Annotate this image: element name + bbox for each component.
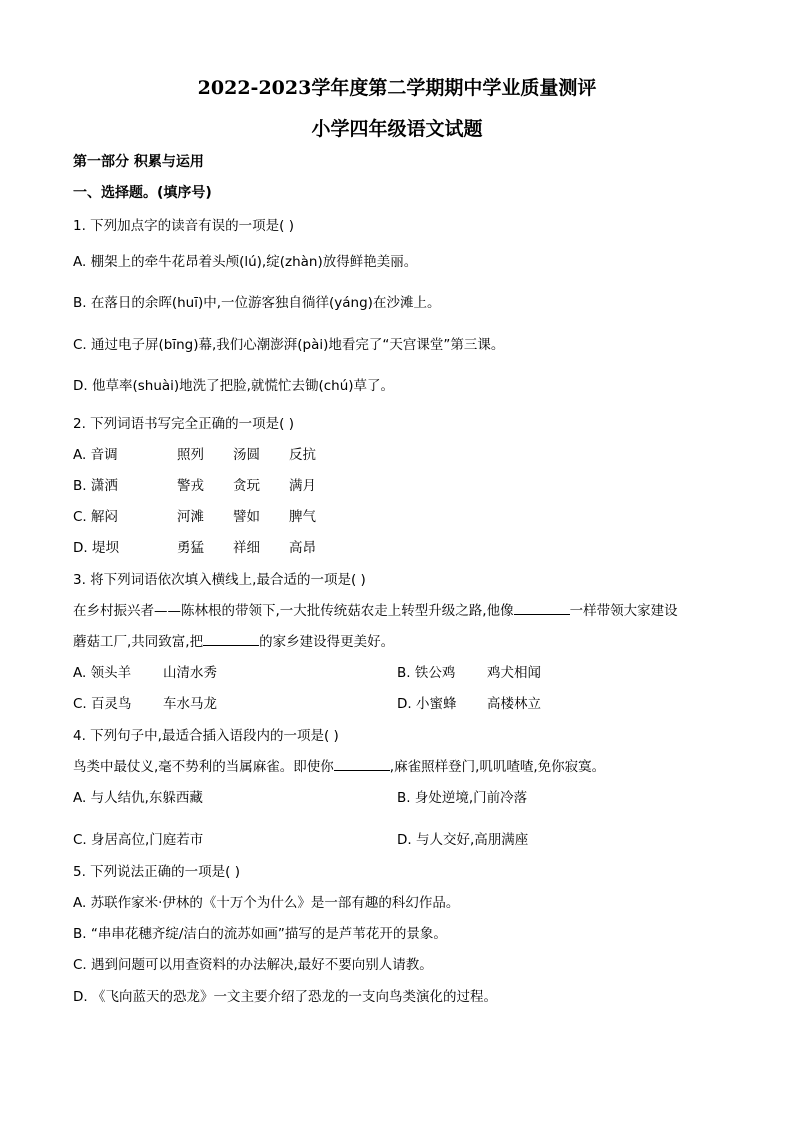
q2-d-label: D. 堤坝 (73, 540, 119, 556)
q1-option-d: D. 他草率(shuài)地洗了把脸,就慌忙去锄(chú)草了。 (73, 378, 395, 394)
q3-option-b (397, 661, 541, 681)
q3-passage-1a: 在乡村振兴者——陈林根的带领下,一大批传统菇农走上转型升级之路,他像 (73, 603, 514, 619)
q3-a-word1: A. 领头羊 (73, 665, 132, 681)
q1-option-c: C. 通过电子屏(bīng)幕,我们心潮澎湃(pài)地看完了“天宫课堂”第三课。 (73, 337, 505, 353)
q5-stem: 5. 下列说法正确的一项是( ) (73, 864, 240, 880)
q3-blank-2 (203, 633, 259, 646)
q2-c-word2: 譬如 (233, 509, 260, 525)
q3-passage-1b: 一样带领大家建设 (569, 603, 678, 619)
q2-b-word1: 警戎 (177, 478, 204, 494)
q4-passage (73, 755, 605, 775)
q3-stem: 3. 将下列词语依次填入横线上,最合适的一项是( ) (73, 572, 366, 588)
q5-option-a: A. 苏联作家米·伊林的《十万个为什么》是一部有趣的科幻作品。 (73, 895, 460, 911)
q2-b-word2: 贪玩 (233, 478, 260, 494)
q3-c-word1: C. 百灵鸟 (73, 696, 132, 712)
exam-subtitle: 小学四年级语文试题 (311, 118, 483, 140)
q2-b-word3: 满月 (289, 478, 316, 494)
q2-option-d (73, 536, 316, 556)
q3-b-word1: B. 铁公鸡 (397, 665, 456, 681)
q2-a-label: A. 音调 (73, 447, 118, 463)
q5-option-c: C. 遇到问题可以用查资料的办法解决,最好不要向别人请教。 (73, 957, 433, 973)
q2-c-word1: 河滩 (177, 509, 204, 525)
q3-d-word2: 高楼林立 (487, 696, 541, 712)
q2-a-word3: 反抗 (289, 447, 316, 463)
q4-option-d: D. 与人交好,高朋满座 (397, 832, 529, 848)
q2-option-c (73, 505, 316, 525)
q2-b-label: B. 潇洒 (73, 478, 118, 494)
q1-option-a: A. 棚架上的牵牛花昂着头颅(lú),绽(zhàn)放得鲜艳美丽。 (73, 254, 418, 270)
q4-passage-a: 鸟类中最仗义,毫不势利的当属麻雀。即使你 (73, 759, 334, 775)
q2-d-word1: 勇猛 (177, 540, 204, 556)
q4-passage-b: ,麻雀照样登门,叽叽喳喳,免你寂寞。 (389, 759, 606, 775)
q3-passage-2a: 蘑菇工厂,共同致富,把 (73, 634, 204, 650)
q2-a-word2: 汤圆 (233, 447, 260, 463)
q3-d-word1: D. 小蜜蜂 (397, 696, 457, 712)
q1-option-b: B. 在落日的余晖(huī)中,一位游客独自徜徉(yáng)在沙滩上。 (73, 295, 441, 311)
q2-stem: 2. 下列词语书写完全正确的一项是( ) (73, 416, 294, 432)
q3-option-c (73, 692, 217, 712)
q3-option-a (73, 661, 217, 681)
q5-option-b: B. “串串花穗齐绽/洁白的流苏如画”描写的是芦苇花开的景象。 (73, 926, 447, 942)
q3-c-word2: 车水马龙 (163, 696, 217, 712)
q2-d-word2: 祥细 (233, 540, 260, 556)
q3-b-word2: 鸡犬相闻 (487, 665, 541, 681)
q2-c-label: C. 解闷 (73, 509, 119, 525)
q4-option-c: C. 身居高位,门庭若市 (73, 832, 204, 848)
q3-a-word2: 山清水秀 (163, 665, 217, 681)
q5-option-d: D. 《飞向蓝天的恐龙》一文主要介绍了恐龙的一支向鸟类演化的过程。 (73, 989, 497, 1005)
q2-option-b (73, 474, 316, 494)
q4-option-a: A. 与人结仇,东躲西藏 (73, 790, 203, 806)
q4-option-b: B. 身处逆境,门前冷落 (397, 790, 528, 806)
q3-passage-2b: 的家乡建设得更美好。 (259, 634, 395, 650)
q1-stem: 1. 下列加点字的读音有误的一项是( ) (73, 218, 294, 234)
q2-option-a (73, 443, 316, 463)
q3-blank-1 (514, 602, 570, 615)
q2-a-word1: 照列 (177, 447, 204, 463)
q4-stem: 4. 下列句子中,最适合插入语段内的一项是( ) (73, 728, 339, 744)
part-heading: 第一部分 积累与运用 (73, 154, 204, 170)
q4-blank (334, 758, 390, 771)
exam-title: 2022-2023学年度第二学期期中学业质量测评 (197, 77, 597, 99)
q2-c-word3: 脾气 (289, 509, 316, 525)
q3-option-d (397, 692, 541, 712)
q2-d-word3: 高昂 (289, 540, 316, 556)
q3-passage-line1 (73, 599, 678, 619)
q3-passage-line2 (73, 630, 394, 650)
section-heading: 一、选择题。(填序号) (73, 185, 212, 201)
